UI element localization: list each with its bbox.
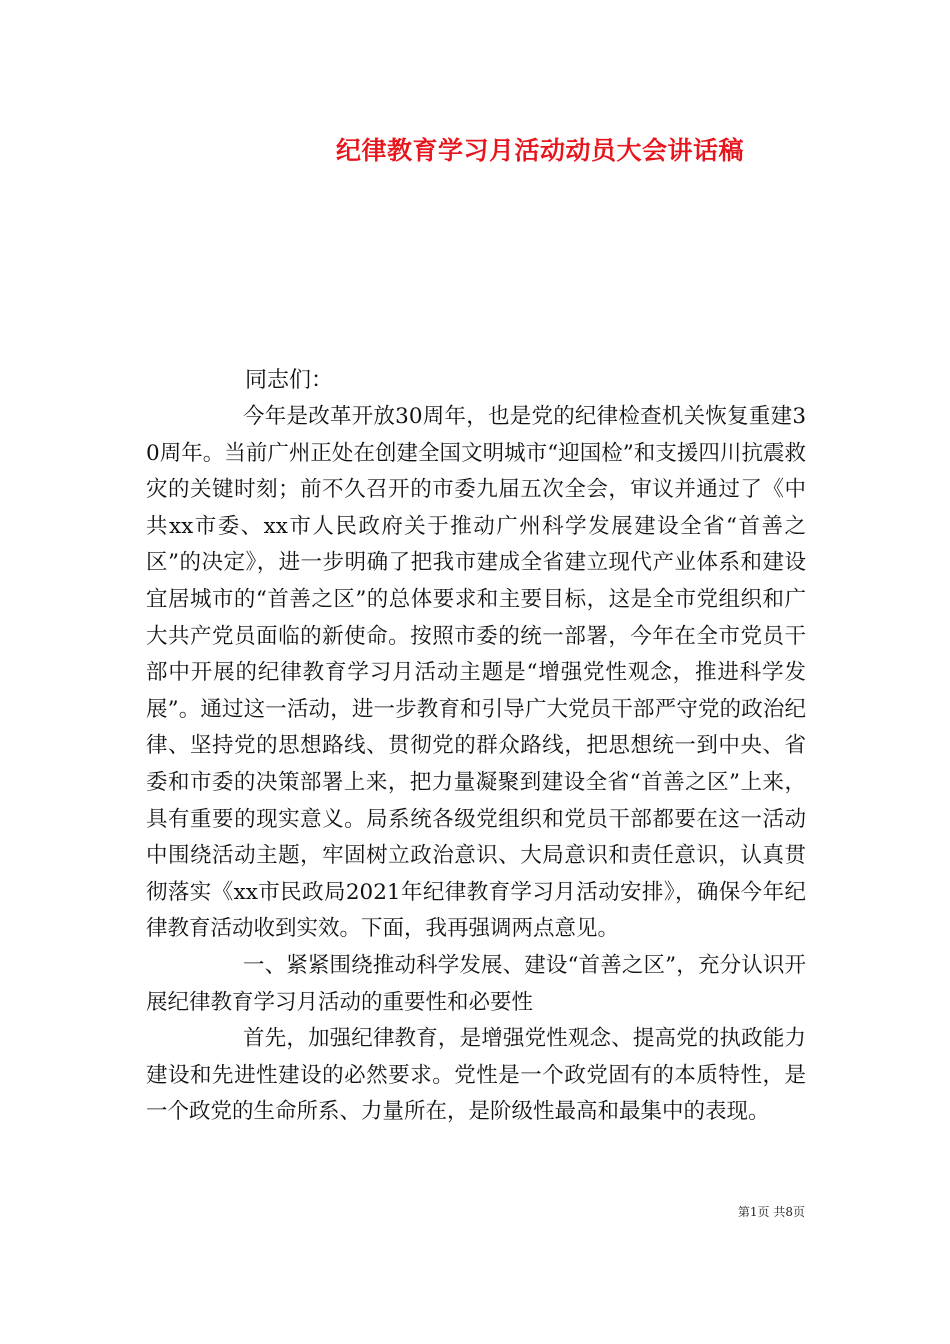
paragraph-intro: 今年是改革开放30周年，也是党的纪律检查机关恢复重建30周年。当前广州正处在创建全国文明城市“迎国检”和支援四川抗震救灾的关键时刻；前不久召开的市委九届五次全会，审议并通过了《中共xx市委、xx市人民政府关于推动广州科学发展建设全省“首善之区”的决定》，进一步明确了把我市建成全省建立现代产业体系和建设宜居城市的“首善之区”的总体要求和主要目标，这是全市党组织和广大共产党员面临的新使命。按照市委的统一部署，今年在全市党员干部中开展的纪律教育学习月活动主题是“增强党性观念，推进科学发展”。通过这一活动，进一步教育和引导广大党员干部严守党的政治纪律、坚持党的思想路线、贯彻党的群众路线，把思想统一到中央、省委和市委的决策部署上来，把力量凝聚到建设全省“首善之区”上来，具有重要的现实意义。局系统各级党组织和党员干部都要在这一活动中围绕活动主题，牢固树立政治意识、大局意识和责任意识，认真贯彻落实《xx市民政局2021年纪律教育学习月活动安排》，确保今年纪律教育活动收到实效。下面，我再强调两点意见。 bbox=[146, 404, 806, 942]
document-title: 纪律教育学习月活动动员大会讲话稿 bbox=[335, 136, 744, 165]
document-body bbox=[146, 399, 806, 1131]
salutation: 同志们： bbox=[245, 368, 334, 393]
paragraph-first-point: 首先，加强纪律教育，是增强党性观念、提高党的执政能力建设和先进性建设的必然要求。党性是一个政党固有的本质特性，是一个政党的生命所系、力量所在，是阶级性最高和最集中的表现。 bbox=[146, 1026, 806, 1125]
page-number-footer: 第1页 共8页 bbox=[737, 1205, 805, 1219]
section-heading-1: 一、紧紧围绕推动科学发展、建设“首善之区”，充分认识开展纪律教育学习月活动的重要性和必要性 bbox=[146, 952, 806, 1015]
